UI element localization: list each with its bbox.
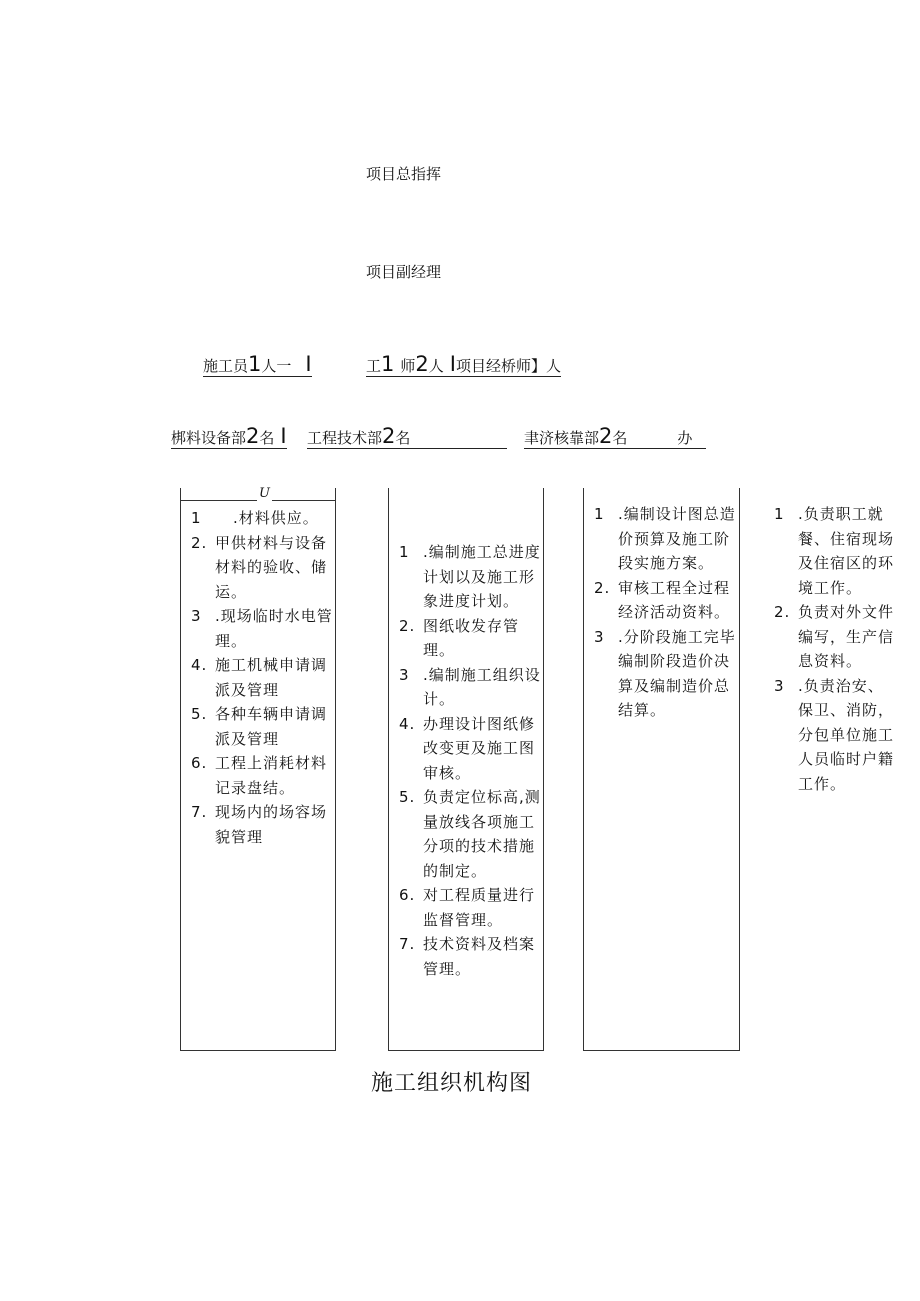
list-item: 1 .材料供应。 xyxy=(191,509,319,527)
tech-dept-text: 工程技术部 xyxy=(307,429,383,447)
engineer-bar: I xyxy=(449,352,456,376)
material-dept-label xyxy=(171,424,287,449)
engineer-text: 工 xyxy=(366,357,382,375)
list-item: 4. 办理设计图纸修改变更及施工图审核。 xyxy=(399,714,536,782)
office-duties-block xyxy=(774,502,904,796)
tech-dept-label xyxy=(307,424,507,449)
list-item: 2. 审核工程全过程经济活动资料。 xyxy=(594,578,731,621)
project-commander-label: 项目总指挥 xyxy=(366,165,442,183)
deputy-manager-label: 项目副经理 xyxy=(366,263,442,281)
list-item: 1 .编制施工总进度计划以及施工形象进度计划。 xyxy=(399,543,541,610)
constructor-text: 施工员 xyxy=(203,357,249,375)
list-item: 1 .编制设计图总造价预算及施工阶段实施方案。 xyxy=(594,505,736,572)
material-dept-duties-box xyxy=(180,488,336,1051)
list-item: 1 .负责职工就餐、住宿现场及住宿区的环境工作。 xyxy=(774,505,895,597)
list-item: 5. 负责定位标高,测量放线各项施工分项的技术措施的制定。 xyxy=(399,788,541,880)
list-item: 7. 现场内的场容场貌管理 xyxy=(191,803,328,846)
material-dept-text: 梆料设备部 xyxy=(171,429,247,447)
list-item: 7. 技术资料及档案管理。 xyxy=(399,935,536,978)
economic-dept-unit: 名 xyxy=(612,429,628,447)
list-item: 3 .分阶段施工完毕编制阶段造价决算及编制造价总结算。 xyxy=(594,627,736,719)
tech-dept-duties-box xyxy=(388,488,544,1051)
chart-caption: 施工组织机构图 xyxy=(371,1071,533,1096)
constructor-bar: I xyxy=(305,352,312,376)
engineer-count-1: 1 xyxy=(381,352,395,376)
box-head-mark: U xyxy=(259,486,270,501)
list-item: 2. 负责对外文件编写，生产信息资料。 xyxy=(774,603,895,670)
office-duties-list xyxy=(774,502,894,796)
list-item: 6. 工程上消耗材料记录盘结。 xyxy=(191,754,328,797)
office-label: 办 xyxy=(677,429,693,447)
tech-duties-list xyxy=(399,540,545,981)
list-item: 6. 对工程质量进行监督管理。 xyxy=(399,886,536,929)
list-item: 2. 图纸收发存管理。 xyxy=(399,616,520,659)
economic-dept-text: 聿济核靠部 xyxy=(524,429,600,447)
list-item: 3 .现场临时水电管理。 xyxy=(191,607,333,650)
constructor-unit: 人一 xyxy=(261,357,292,375)
economic-dept-duties-box xyxy=(583,488,740,1051)
list-item: 3 .负责治安、保卫、消防，分包单位施工人员临时户籍工作。 xyxy=(774,676,895,793)
engineer-mid: 师 xyxy=(400,357,416,375)
list-item: 5. 各种车辆申请调派及管理 xyxy=(191,705,328,748)
list-item: 4. 施工机械申请调派及管理 xyxy=(191,656,328,699)
economic-dept-count: 2 xyxy=(599,424,613,448)
material-dept-count: 2 xyxy=(246,424,260,448)
list-item: 3 .编制施工组织设计。 xyxy=(399,665,541,708)
tech-dept-unit: 名 xyxy=(395,429,411,447)
engineer-tail: 项目经桥师】人 xyxy=(456,357,562,375)
constructor-staff-label xyxy=(203,352,312,377)
economic-duties-list xyxy=(594,502,741,723)
engineer-count-2: 2 xyxy=(415,352,429,376)
tech-dept-count: 2 xyxy=(382,424,396,448)
constructor-count: 1 xyxy=(248,352,262,376)
material-duties-list xyxy=(191,506,337,849)
material-dept-bar: I xyxy=(280,424,287,448)
engineer-unit: 人 xyxy=(428,357,444,375)
economic-dept-label xyxy=(524,424,706,449)
material-dept-unit: 名 xyxy=(259,429,275,447)
list-item: 2. 甲供材料与设备材料的验收、储运。 xyxy=(191,533,328,601)
engineer-staff-label xyxy=(366,352,561,377)
